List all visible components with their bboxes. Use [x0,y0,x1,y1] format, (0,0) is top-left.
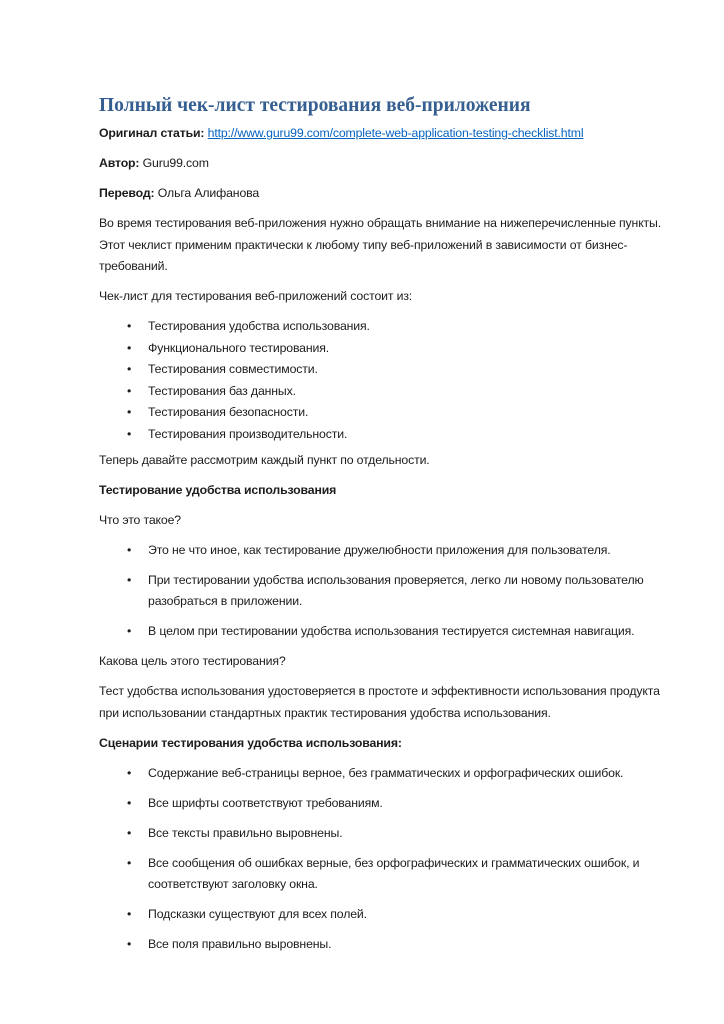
source-link[interactable]: http://www.guru99.com/complete-web-application-testing-checklist.html [207,126,584,140]
source-line [99,123,664,145]
checklist-lead: Чек-лист для тестирования веб-приложений состоит из: [99,289,413,304]
scenario-item: • Все шрифты соответствуют требованиям. [148,793,664,815]
checklist-item: • Тестирования удобства использования. [148,316,664,338]
translator-value: Ольга Алифанова [157,185,260,200]
author-label: Автор: [99,155,140,170]
scenario-item: • Все сообщения об ошибках верные, без орфографических и грамматических ошибок, и соответствуют заголовку окна. [148,853,664,896]
checklist-item: • Тестирования совместимости. [148,359,664,381]
what-item: • В целом при тестировании удобства использования тестируется системная навигация. [148,621,664,643]
author-line [99,153,664,175]
author-value: Guru99.com [142,155,209,170]
document-content [99,93,664,956]
intro-paragraph: Во время тестирования веб-приложения нужно обращать внимание на нижеперечисленные пункты. Этот чеклист применим практически к любому типу веб-приложений в зависимости от бизнес-требований. [99,215,661,274]
translator-label: Перевод: [99,185,155,200]
goal-question: Какова цель этого тестирования? [99,654,286,669]
usability-section-heading: Тестирование удобства использования [99,482,337,497]
checklist-item: • Тестирования безопасности. [148,402,664,424]
checklist-list [99,316,664,446]
what-item: • Это не что иное, как тестирование дружелюбности приложения для пользователя. [148,540,664,562]
what-question: Что это такое? [99,512,181,527]
source-label: Оригинал статьи: [99,126,205,140]
scenario-item: • Подсказки существуют для всех полей. [148,904,664,926]
checklist-item: • Тестирования баз данных. [148,381,664,403]
scenarios-list [99,763,664,956]
scenario-item: • Все поля правильно выровнены. [148,934,664,956]
what-item: • При тестировании удобства использования проверяется, легко ли новому пользователю разобраться в приложении. [148,570,664,613]
scenario-item: • Содержание веб-страницы верное, без грамматических и орфографических ошибок. [148,763,664,785]
scenarios-heading: Сценарии тестирования удобства использования: [99,735,402,750]
what-list [99,540,664,643]
checklist-item: • Функционального тестирования. [148,338,664,360]
transition-paragraph: Теперь давайте рассмотрим каждый пункт по отдельности. [99,452,430,467]
goal-paragraph: Тест удобства использования удостоверяется в простоте и эффективности использования продукта при использовании стандартных практик тестирования удобства использования. [99,684,660,720]
translator-line [99,183,664,205]
checklist-item: • Тестирования производительности. [148,424,664,446]
scenario-item: • Все тексты правильно выровнены. [148,823,664,845]
document-title: Полный чек-лист тестирования веб-приложения [99,95,531,116]
